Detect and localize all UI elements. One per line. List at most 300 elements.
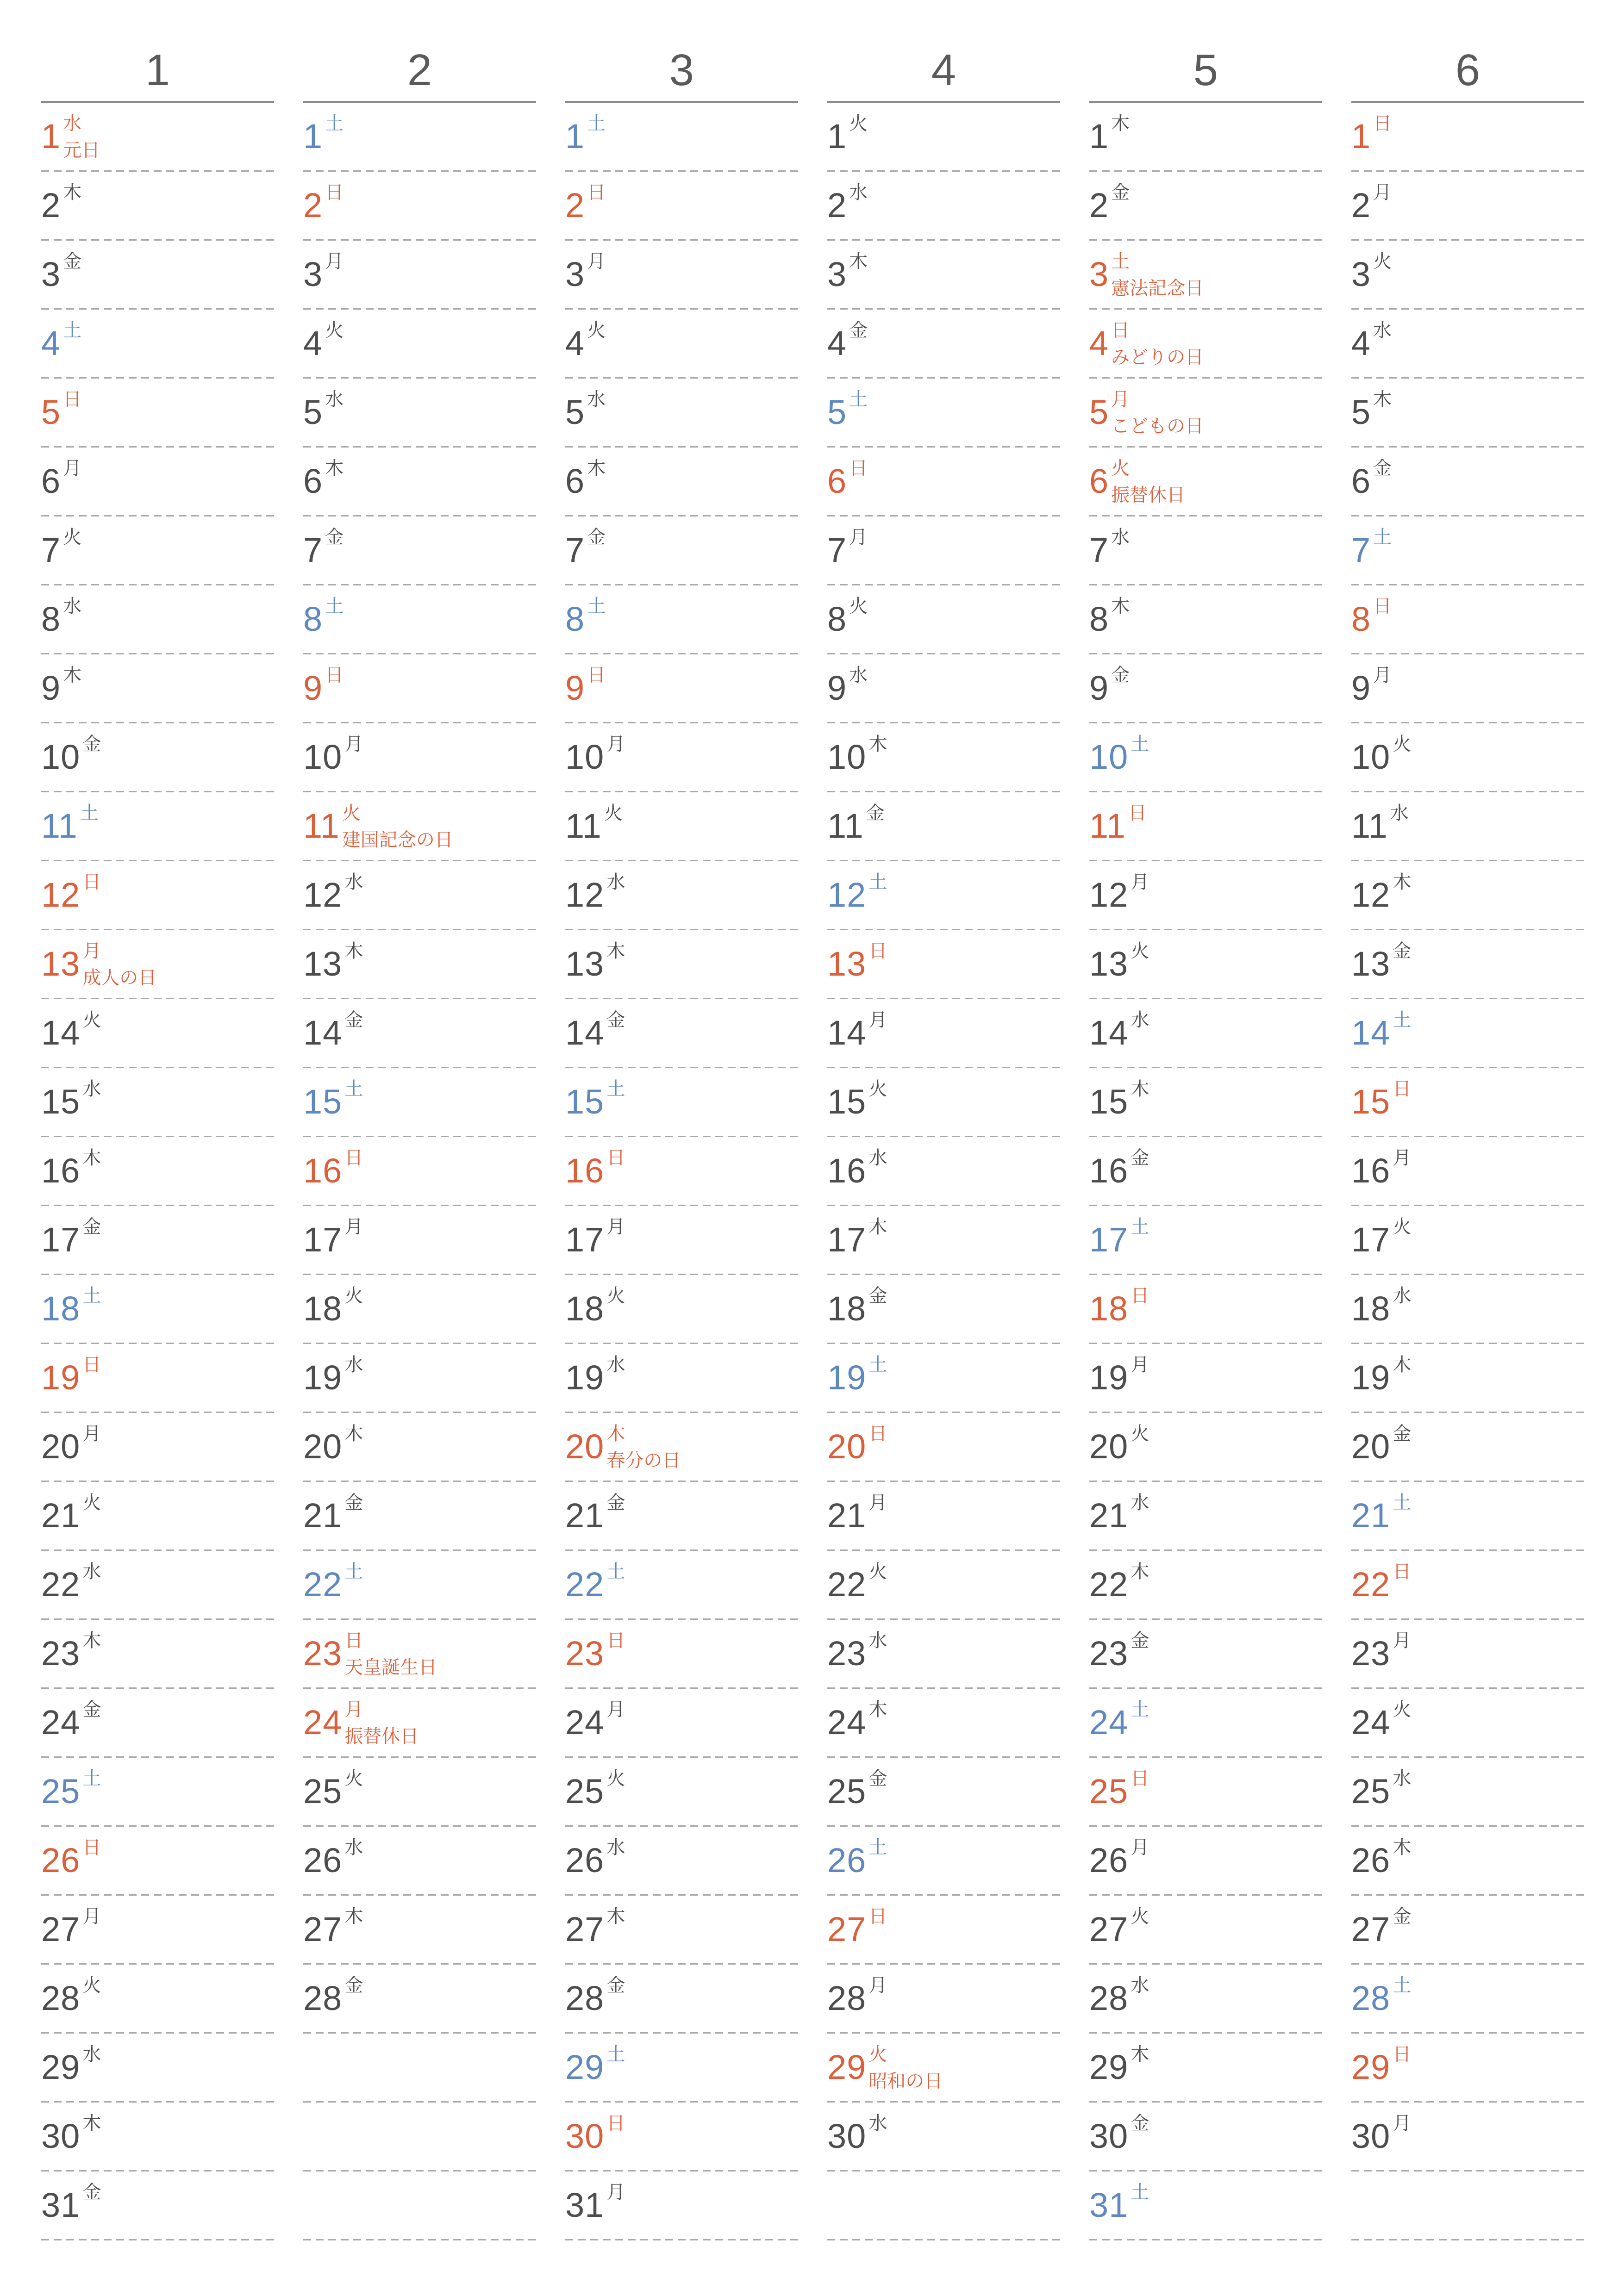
day-cell bbox=[41, 654, 81, 705]
day-meta bbox=[1373, 459, 1392, 478]
weekday-label: 火 bbox=[868, 1079, 887, 1099]
month-column bbox=[303, 0, 536, 2240]
day-meta bbox=[1393, 1149, 1411, 1167]
day-meta bbox=[1111, 183, 1130, 202]
holiday-name: 春分の日 bbox=[606, 1450, 681, 1471]
day-meta bbox=[606, 942, 625, 960]
day-cell bbox=[41, 861, 101, 912]
weekday-label: 金 bbox=[606, 1493, 625, 1513]
day-number: 13 bbox=[827, 945, 867, 983]
day-cell bbox=[41, 1275, 101, 1326]
day-cell bbox=[1351, 2103, 1411, 2153]
day-number: 4 bbox=[303, 324, 323, 362]
day-number: 28 bbox=[1089, 1979, 1129, 2017]
weekday-label: 金 bbox=[344, 1493, 363, 1513]
day-row bbox=[41, 930, 274, 999]
day-meta bbox=[587, 114, 606, 133]
day-meta bbox=[866, 804, 885, 822]
day-number: 6 bbox=[827, 462, 847, 500]
day-cell bbox=[827, 2034, 943, 2091]
day-row bbox=[827, 379, 1060, 448]
day-number: 8 bbox=[1089, 600, 1109, 638]
day-row bbox=[303, 861, 536, 930]
day-row bbox=[1351, 1551, 1584, 1620]
day-number: 4 bbox=[41, 324, 61, 362]
day-row bbox=[827, 999, 1060, 1068]
weekday-label: 水 bbox=[587, 389, 606, 410]
day-number: 12 bbox=[1089, 876, 1129, 914]
day-number: 18 bbox=[1351, 1289, 1391, 1328]
day-cell bbox=[827, 516, 868, 567]
day-row bbox=[565, 1551, 798, 1620]
day-number: 22 bbox=[565, 1565, 605, 1604]
day-number: 13 bbox=[303, 945, 343, 983]
day-row bbox=[1089, 999, 1322, 1068]
weekday-label: 木 bbox=[1373, 389, 1392, 410]
day-cell bbox=[565, 930, 625, 981]
weekday-label: 月 bbox=[325, 251, 344, 272]
day-meta bbox=[82, 1838, 101, 1857]
weekday-label: 木 bbox=[868, 1699, 887, 1720]
day-row bbox=[565, 1137, 798, 1206]
day-number: 2 bbox=[1351, 186, 1371, 224]
day-cell bbox=[1089, 310, 1204, 367]
month-header: 3 bbox=[565, 0, 798, 103]
day-meta bbox=[868, 1631, 887, 1650]
day-cell bbox=[827, 2103, 887, 2153]
day-number: 30 bbox=[1351, 2117, 1391, 2155]
day-cell bbox=[827, 1827, 887, 1878]
day-meta bbox=[82, 735, 101, 753]
day-cell bbox=[565, 1758, 625, 1809]
day-meta bbox=[1373, 597, 1392, 616]
day-number: 10 bbox=[565, 738, 605, 776]
day-number: 24 bbox=[41, 1703, 81, 1742]
day-meta bbox=[606, 1080, 625, 1098]
day-number: 29 bbox=[565, 2048, 605, 2086]
day-cell bbox=[827, 723, 887, 774]
day-meta bbox=[82, 1700, 101, 1719]
weekday-label: 月 bbox=[1393, 2113, 1412, 2134]
weekday-label: 水 bbox=[1131, 1493, 1149, 1513]
day-row bbox=[41, 2034, 274, 2103]
day-number: 29 bbox=[41, 2048, 81, 2086]
day-number: 14 bbox=[41, 1014, 81, 1052]
day-cell bbox=[41, 172, 81, 223]
day-meta bbox=[849, 459, 868, 478]
day-cell bbox=[303, 1689, 418, 1746]
weekday-label: 木 bbox=[63, 665, 82, 685]
day-cell bbox=[565, 448, 606, 498]
day-cell bbox=[303, 1758, 363, 1809]
day-row bbox=[827, 861, 1060, 930]
day-cell bbox=[565, 1137, 625, 1188]
day-number: 15 bbox=[1089, 1083, 1129, 1121]
weekday-label: 火 bbox=[82, 1975, 101, 1996]
weekday-label: 金 bbox=[849, 320, 868, 341]
day-meta bbox=[1131, 873, 1149, 891]
weekday-label: 水 bbox=[344, 1837, 363, 1858]
day-number: 4 bbox=[1351, 324, 1371, 362]
day-number: 6 bbox=[303, 462, 323, 500]
day-row bbox=[41, 723, 274, 792]
weekday-label: 土 bbox=[1131, 734, 1149, 754]
day-row bbox=[41, 2172, 274, 2240]
day-cell bbox=[827, 1068, 887, 1119]
weekday-label: 金 bbox=[82, 1217, 101, 1237]
weekday-label: 木 bbox=[1131, 2044, 1149, 2065]
day-number: 25 bbox=[1089, 1772, 1129, 1811]
day-number: 10 bbox=[303, 738, 343, 776]
day-cell bbox=[1351, 1068, 1411, 1119]
day-meta bbox=[868, 1493, 887, 1512]
weekday-label: 水 bbox=[1111, 527, 1130, 548]
day-number: 17 bbox=[303, 1220, 343, 1259]
day-number: 7 bbox=[1351, 531, 1371, 569]
day-cell bbox=[1351, 1413, 1411, 1464]
weekday-label: 月 bbox=[344, 734, 363, 754]
day-number: 24 bbox=[565, 1703, 605, 1742]
day-cell bbox=[565, 241, 606, 292]
day-row bbox=[827, 1137, 1060, 1206]
day-cell bbox=[827, 1137, 887, 1188]
day-row bbox=[565, 585, 798, 654]
day-row bbox=[41, 516, 274, 585]
day-number: 18 bbox=[827, 1289, 867, 1328]
day-row bbox=[303, 1689, 536, 1758]
day-cell bbox=[41, 448, 81, 498]
day-meta bbox=[1131, 1976, 1149, 1995]
day-row bbox=[1351, 1689, 1584, 1758]
day-cell bbox=[1089, 654, 1130, 705]
day-row bbox=[1089, 241, 1322, 310]
day-row bbox=[1089, 1827, 1322, 1896]
weekday-label: 火 bbox=[1131, 1424, 1149, 1444]
day-cell bbox=[1351, 723, 1411, 774]
day-number: 23 bbox=[565, 1634, 605, 1673]
day-meta bbox=[868, 1700, 887, 1719]
day-cell bbox=[303, 172, 344, 223]
day-number: 26 bbox=[41, 1841, 81, 1879]
weekday-label: 金 bbox=[866, 803, 885, 823]
day-meta bbox=[1393, 1769, 1411, 1788]
empty-day-row bbox=[827, 2172, 1060, 2240]
day-meta bbox=[606, 1356, 625, 1374]
holiday-name: 振替休日 bbox=[344, 1726, 419, 1747]
weekday-label: 水 bbox=[1373, 320, 1392, 341]
weekday-label: 木 bbox=[344, 1424, 363, 1444]
holiday-name: こどもの日 bbox=[1111, 416, 1204, 436]
day-cell bbox=[565, 310, 606, 361]
day-number: 24 bbox=[1351, 1703, 1391, 1742]
day-number: 22 bbox=[41, 1565, 81, 1604]
day-row bbox=[303, 1068, 536, 1137]
weekday-label: 金 bbox=[1131, 2113, 1149, 2134]
day-cell bbox=[41, 379, 81, 429]
day-cell bbox=[1089, 2034, 1149, 2084]
day-number: 12 bbox=[41, 876, 81, 914]
day-row bbox=[1351, 585, 1584, 654]
day-row bbox=[1351, 2103, 1584, 2172]
weekday-label: 日 bbox=[325, 182, 344, 203]
day-meta bbox=[868, 1287, 887, 1305]
day-meta bbox=[82, 1562, 101, 1581]
day-number: 20 bbox=[565, 1427, 605, 1466]
weekday-label: 木 bbox=[344, 941, 363, 961]
day-cell bbox=[565, 999, 625, 1050]
weekday-label: 水 bbox=[344, 1355, 363, 1375]
day-number: 1 bbox=[1089, 117, 1109, 156]
weekday-label: 月 bbox=[1131, 1837, 1149, 1858]
weekday-label: 月 bbox=[1373, 182, 1392, 203]
day-row bbox=[41, 1413, 274, 1482]
day-cell bbox=[303, 379, 344, 429]
day-cell bbox=[1089, 241, 1204, 298]
day-meta bbox=[606, 1907, 625, 1926]
day-row bbox=[827, 1344, 1060, 1413]
weekday-label: 土 bbox=[1131, 1699, 1149, 1720]
day-cell bbox=[1089, 2103, 1149, 2153]
day-number: 27 bbox=[303, 1910, 343, 1948]
weekday-label: 土 bbox=[587, 596, 606, 616]
day-meta bbox=[1111, 459, 1185, 504]
day-cell bbox=[303, 585, 344, 636]
weekday-label: 木 bbox=[1393, 1355, 1412, 1375]
day-number: 18 bbox=[41, 1289, 81, 1328]
day-number: 17 bbox=[1089, 1220, 1129, 1259]
day-cell bbox=[565, 654, 606, 705]
weekday-label: 土 bbox=[80, 803, 99, 823]
day-meta bbox=[1393, 1011, 1411, 1029]
day-row bbox=[1089, 723, 1322, 792]
day-cell bbox=[827, 1206, 887, 1257]
day-meta bbox=[1131, 1700, 1149, 1719]
weekday-label: 土 bbox=[606, 2044, 625, 2065]
day-meta bbox=[344, 1769, 363, 1788]
day-number: 23 bbox=[827, 1634, 867, 1673]
day-cell bbox=[1351, 1275, 1411, 1326]
weekday-label: 火 bbox=[868, 1562, 887, 1582]
month-header: 2 bbox=[303, 0, 536, 103]
day-row bbox=[303, 723, 536, 792]
day-row bbox=[827, 310, 1060, 379]
holiday-name: みどりの日 bbox=[1111, 347, 1204, 367]
day-cell bbox=[827, 585, 868, 636]
day-row bbox=[1089, 448, 1322, 516]
day-number: 1 bbox=[303, 117, 323, 156]
day-number: 22 bbox=[827, 1565, 867, 1604]
day-number: 19 bbox=[827, 1358, 867, 1397]
day-cell bbox=[1089, 1827, 1149, 1878]
day-meta bbox=[82, 1976, 101, 1995]
weekday-label: 火 bbox=[82, 1010, 101, 1030]
day-number: 9 bbox=[565, 669, 585, 707]
day-cell bbox=[41, 1689, 101, 1740]
day-meta bbox=[606, 1493, 625, 1512]
day-number: 20 bbox=[1351, 1427, 1391, 1466]
day-meta bbox=[1393, 2114, 1411, 2133]
day-row bbox=[1089, 2034, 1322, 2103]
day-cell bbox=[827, 1896, 887, 1947]
weekday-label: 水 bbox=[606, 1837, 625, 1858]
day-meta bbox=[604, 804, 623, 822]
day-meta bbox=[587, 459, 606, 478]
day-number: 16 bbox=[1089, 1151, 1129, 1190]
day-number: 7 bbox=[827, 531, 847, 569]
day-cell bbox=[41, 1137, 101, 1188]
day-meta bbox=[1131, 2114, 1149, 2133]
day-cell bbox=[1089, 930, 1149, 981]
day-row bbox=[1351, 654, 1584, 723]
day-row bbox=[303, 1758, 536, 1827]
day-number: 14 bbox=[827, 1014, 867, 1052]
day-number: 19 bbox=[41, 1358, 81, 1397]
weekday-label: 金 bbox=[868, 1768, 887, 1789]
day-number: 6 bbox=[565, 462, 585, 500]
day-row bbox=[1351, 999, 1584, 1068]
weekday-label: 日 bbox=[1111, 320, 1130, 341]
day-number: 28 bbox=[303, 1979, 343, 2017]
day-meta bbox=[1111, 114, 1130, 133]
weekday-label: 土 bbox=[587, 113, 606, 134]
weekday-label: 火 bbox=[1393, 1217, 1412, 1237]
weekday-label: 金 bbox=[606, 1010, 625, 1030]
day-row bbox=[1089, 1758, 1322, 1827]
day-number: 1 bbox=[827, 117, 847, 156]
weekday-label: 月 bbox=[1111, 389, 1130, 410]
day-row bbox=[565, 2034, 798, 2103]
day-cell bbox=[1351, 1827, 1411, 1878]
day-row bbox=[41, 2103, 274, 2172]
weekday-label: 火 bbox=[1393, 1699, 1412, 1720]
day-row bbox=[565, 792, 798, 861]
weekday-label: 日 bbox=[1131, 1286, 1149, 1306]
day-meta bbox=[1393, 873, 1411, 891]
day-meta bbox=[82, 1769, 101, 1788]
weekday-label: 日 bbox=[1393, 2044, 1412, 2065]
weekday-label: 月 bbox=[606, 2182, 625, 2203]
day-cell bbox=[1089, 1413, 1149, 1464]
day-number: 13 bbox=[1351, 945, 1391, 983]
weekday-label: 火 bbox=[325, 320, 344, 341]
day-meta bbox=[1393, 1425, 1411, 1443]
day-cell bbox=[1351, 1206, 1411, 1257]
day-meta bbox=[344, 1011, 363, 1029]
day-meta bbox=[606, 1838, 625, 1857]
day-cell bbox=[1089, 1620, 1149, 1671]
month-column bbox=[827, 0, 1060, 2240]
day-number: 21 bbox=[827, 1496, 867, 1535]
day-row bbox=[1351, 1344, 1584, 1413]
weekday-label: 日 bbox=[587, 665, 606, 685]
weekday-label: 土 bbox=[1393, 1975, 1412, 1996]
day-row bbox=[827, 172, 1060, 241]
day-meta bbox=[1131, 942, 1149, 960]
day-row bbox=[565, 1689, 798, 1758]
day-meta bbox=[344, 1562, 363, 1581]
day-cell bbox=[1089, 379, 1204, 436]
day-meta bbox=[868, 1080, 887, 1098]
day-meta bbox=[63, 390, 81, 409]
weekday-label: 土 bbox=[1131, 1217, 1149, 1237]
day-meta bbox=[1393, 2045, 1411, 2064]
day-number: 5 bbox=[565, 393, 585, 431]
day-row bbox=[1089, 2172, 1322, 2240]
day-cell bbox=[1089, 1137, 1149, 1188]
day-meta bbox=[1111, 252, 1204, 298]
day-number: 23 bbox=[1089, 1634, 1129, 1673]
weekday-label: 金 bbox=[63, 251, 82, 272]
day-number: 28 bbox=[827, 1979, 867, 2017]
day-number: 3 bbox=[41, 255, 61, 293]
weekday-label: 火 bbox=[604, 803, 623, 823]
day-cell bbox=[1089, 792, 1147, 843]
weekday-label: 土 bbox=[1131, 2182, 1149, 2203]
day-number: 15 bbox=[827, 1083, 867, 1121]
day-meta bbox=[325, 459, 344, 478]
weekday-label: 火 bbox=[82, 1493, 101, 1513]
month-header: 4 bbox=[827, 0, 1060, 103]
day-row bbox=[565, 2103, 798, 2172]
day-meta bbox=[82, 1218, 101, 1236]
day-number: 21 bbox=[565, 1496, 605, 1535]
day-meta bbox=[82, 1149, 101, 1167]
day-row bbox=[1351, 930, 1584, 999]
day-meta bbox=[606, 2183, 625, 2202]
weekday-label: 月 bbox=[1131, 1355, 1149, 1375]
day-cell bbox=[1351, 448, 1392, 498]
day-number: 14 bbox=[565, 1014, 605, 1052]
weekday-label: 日 bbox=[1128, 803, 1147, 823]
weekday-label: 火 bbox=[1131, 941, 1149, 961]
day-row bbox=[41, 241, 274, 310]
day-meta bbox=[606, 1700, 625, 1719]
day-cell bbox=[565, 516, 606, 567]
day-cell bbox=[1351, 241, 1392, 292]
day-meta bbox=[1393, 942, 1411, 960]
weekday-label: 土 bbox=[1393, 1493, 1412, 1513]
day-number: 17 bbox=[1351, 1220, 1391, 1259]
day-cell bbox=[1351, 930, 1411, 981]
weekday-label: 木 bbox=[1131, 1562, 1149, 1582]
weekday-label: 火 bbox=[344, 1768, 363, 1789]
day-number: 4 bbox=[827, 324, 847, 362]
day-number: 22 bbox=[1089, 1565, 1129, 1604]
calendar bbox=[41, 0, 1584, 2240]
day-meta bbox=[587, 390, 606, 409]
empty-day-row bbox=[1351, 2172, 1584, 2240]
day-meta bbox=[849, 321, 868, 340]
day-meta bbox=[1393, 1493, 1411, 1512]
weekday-label: 土 bbox=[344, 1562, 363, 1582]
day-meta bbox=[606, 1631, 625, 1650]
day-meta bbox=[344, 1425, 363, 1443]
weekday-label: 月 bbox=[849, 527, 868, 548]
day-row bbox=[565, 448, 798, 516]
day-cell bbox=[565, 1689, 625, 1740]
day-meta bbox=[63, 321, 81, 340]
month-column bbox=[1089, 0, 1322, 2240]
day-row bbox=[41, 1344, 274, 1413]
day-cell bbox=[1089, 1275, 1149, 1326]
day-cell bbox=[41, 1482, 101, 1533]
day-number: 13 bbox=[1089, 945, 1129, 983]
weekday-label: 土 bbox=[868, 1355, 887, 1375]
weekday-label: 金 bbox=[1373, 458, 1392, 479]
day-meta bbox=[1131, 1562, 1149, 1581]
day-row bbox=[565, 999, 798, 1068]
day-number: 11 bbox=[1089, 807, 1126, 845]
